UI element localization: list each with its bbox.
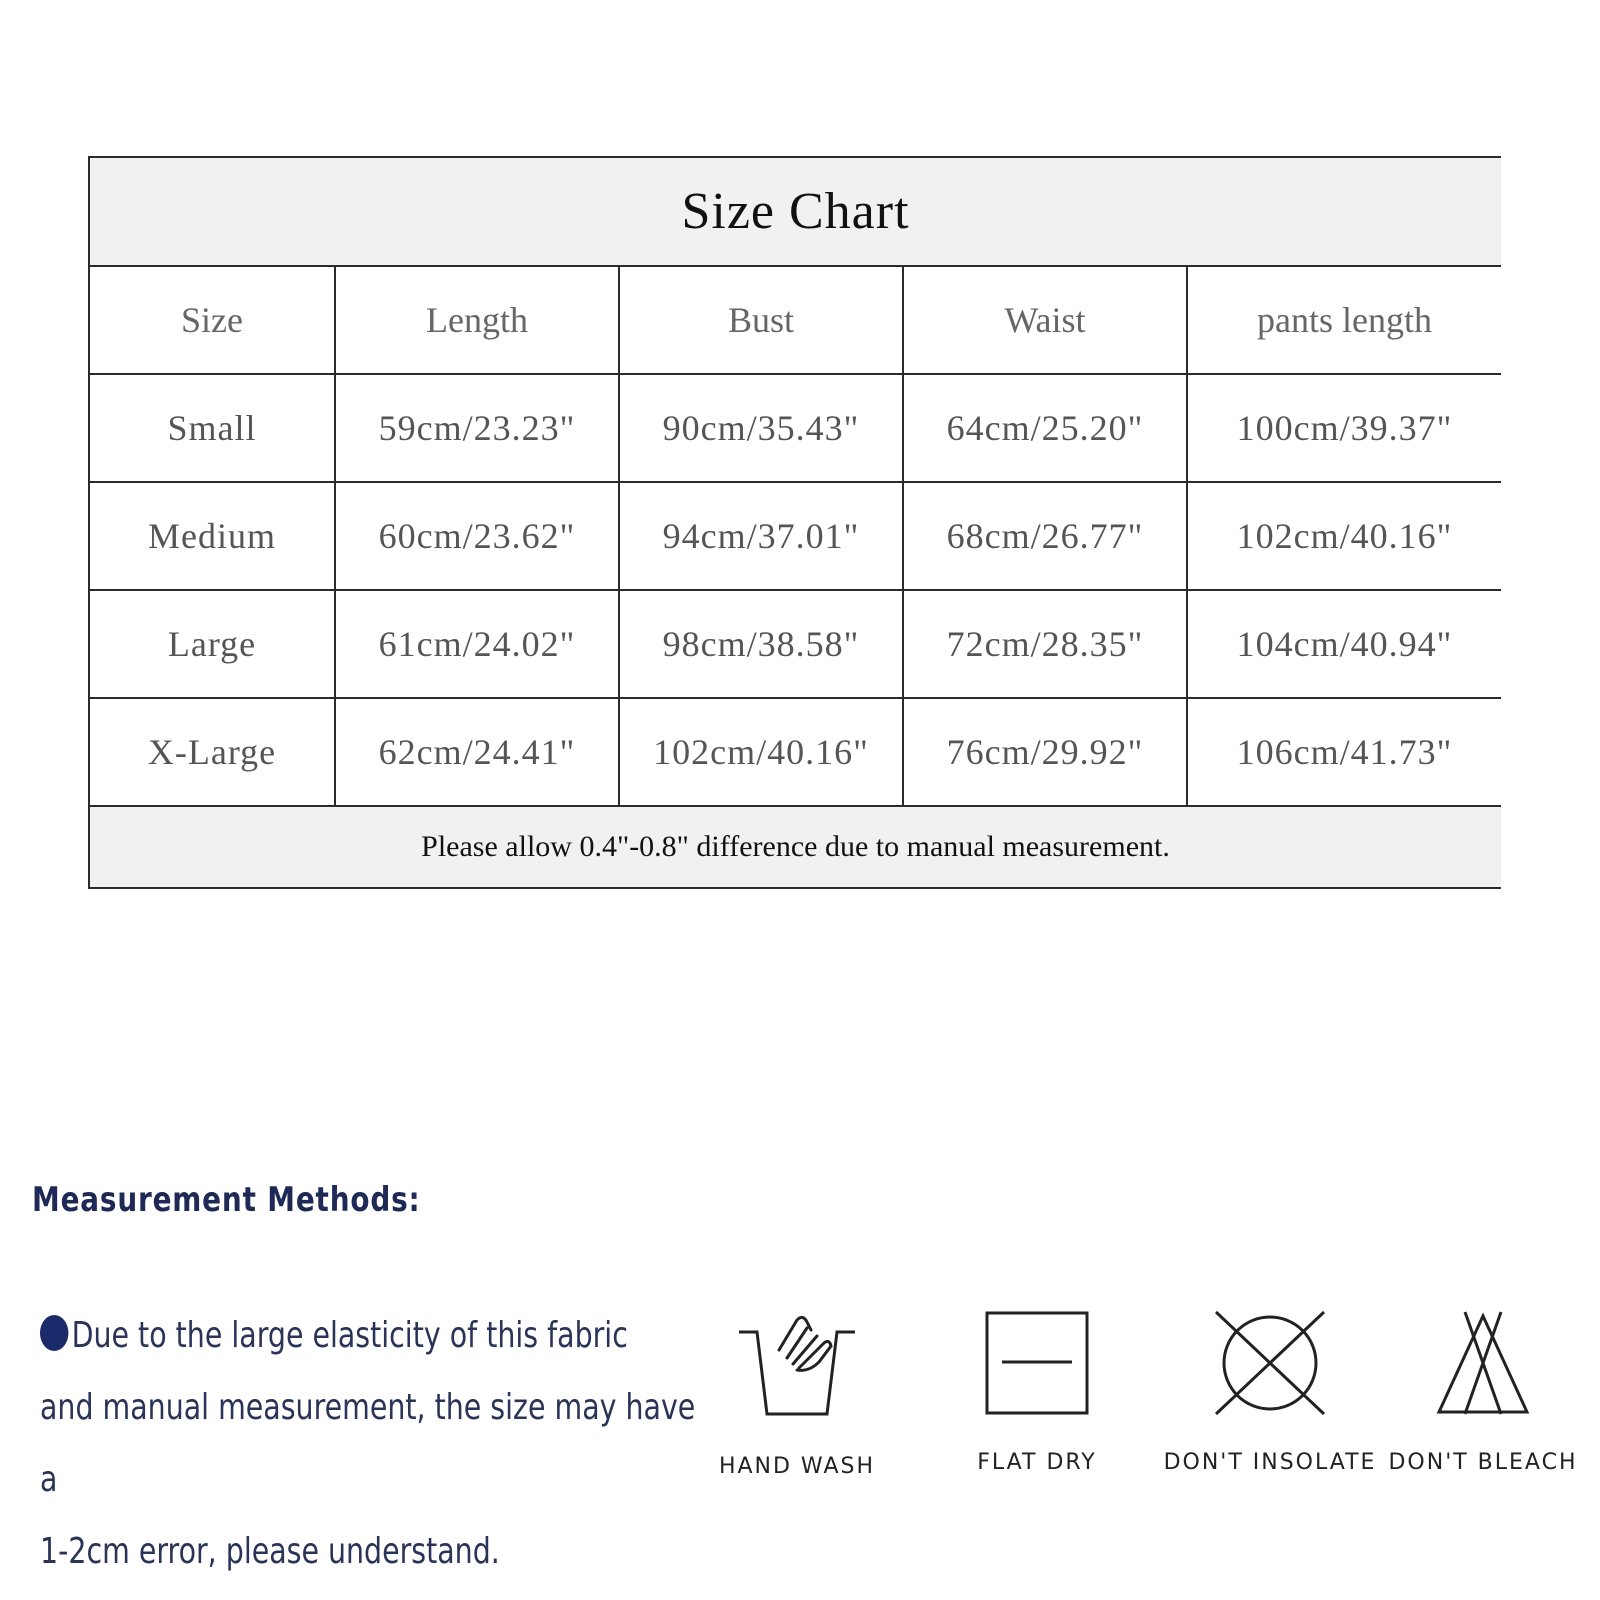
care-label: HAND WASH [718, 1454, 876, 1479]
table-row [89, 698, 1501, 806]
measurement-note: Please allow 0.4"-0.8" difference due to manual measurement. [89, 806, 1501, 888]
bust-cell: 102cm/40.16" [619, 698, 903, 806]
length-cell: 60cm/23.62" [335, 482, 619, 590]
care-item-hand-wash [682, 1310, 912, 1479]
size-cell: Large [89, 590, 335, 698]
bust-cell: 98cm/38.58" [619, 590, 903, 698]
pants-length-cell: 106cm/41.73" [1187, 698, 1501, 806]
size-chart-title: Size Chart [89, 157, 1501, 266]
care-item-dont-insolate [1155, 1310, 1385, 1475]
length-cell: 59cm/23.23" [335, 374, 619, 482]
note-line [40, 1300, 704, 1372]
dont-bleach-icon [1435, 1310, 1531, 1416]
table-row [89, 482, 1501, 590]
waist-cell: 76cm/29.92" [903, 698, 1187, 806]
column-header: Length [335, 266, 619, 374]
header-row [89, 266, 1501, 374]
note-line-text: Due to the large elasticity of this fabric [71, 1315, 628, 1356]
waist-cell: 72cm/28.35" [903, 590, 1187, 698]
column-header: Waist [903, 266, 1187, 374]
note-line: and manual measurement, the size may have a [40, 1387, 696, 1500]
measurement-methods-heading: Measurement Methods: [32, 1180, 421, 1220]
table-row [89, 374, 1501, 482]
care-label: DON'T INSOLATE [1163, 1450, 1377, 1475]
pants-length-cell: 102cm/40.16" [1187, 482, 1501, 590]
column-header: Bust [619, 266, 903, 374]
measurement-note-block [40, 1300, 704, 1588]
care-label: DON'T BLEACH [1388, 1450, 1578, 1475]
dont-insolate-icon [1212, 1310, 1328, 1416]
flat-dry-icon [984, 1310, 1090, 1416]
table-row [89, 590, 1501, 698]
size-chart-table [88, 156, 1501, 889]
column-header: pants length [1187, 266, 1501, 374]
title-row [89, 157, 1501, 266]
waist-cell: 64cm/25.20" [903, 374, 1187, 482]
size-cell: X-Large [89, 698, 335, 806]
bust-cell: 90cm/35.43" [619, 374, 903, 482]
pants-length-cell: 100cm/39.37" [1187, 374, 1501, 482]
size-cell: Small [89, 374, 335, 482]
note-row [89, 806, 1501, 888]
care-label: FLAT DRY [977, 1450, 1097, 1475]
size-cell: Medium [89, 482, 335, 590]
length-cell: 62cm/24.41" [335, 698, 619, 806]
care-item-dont-bleach [1368, 1310, 1598, 1475]
note-line: 1-2cm error, please understand. [40, 1531, 500, 1572]
waist-cell: 68cm/26.77" [903, 482, 1187, 590]
length-cell: 61cm/24.02" [335, 590, 619, 698]
pants-length-cell: 104cm/40.94" [1187, 590, 1501, 698]
care-item-flat-dry [922, 1310, 1152, 1475]
hand-wash-icon [735, 1310, 859, 1420]
column-header: Size [89, 266, 335, 374]
bullet-icon [40, 1315, 68, 1351]
bust-cell: 94cm/37.01" [619, 482, 903, 590]
